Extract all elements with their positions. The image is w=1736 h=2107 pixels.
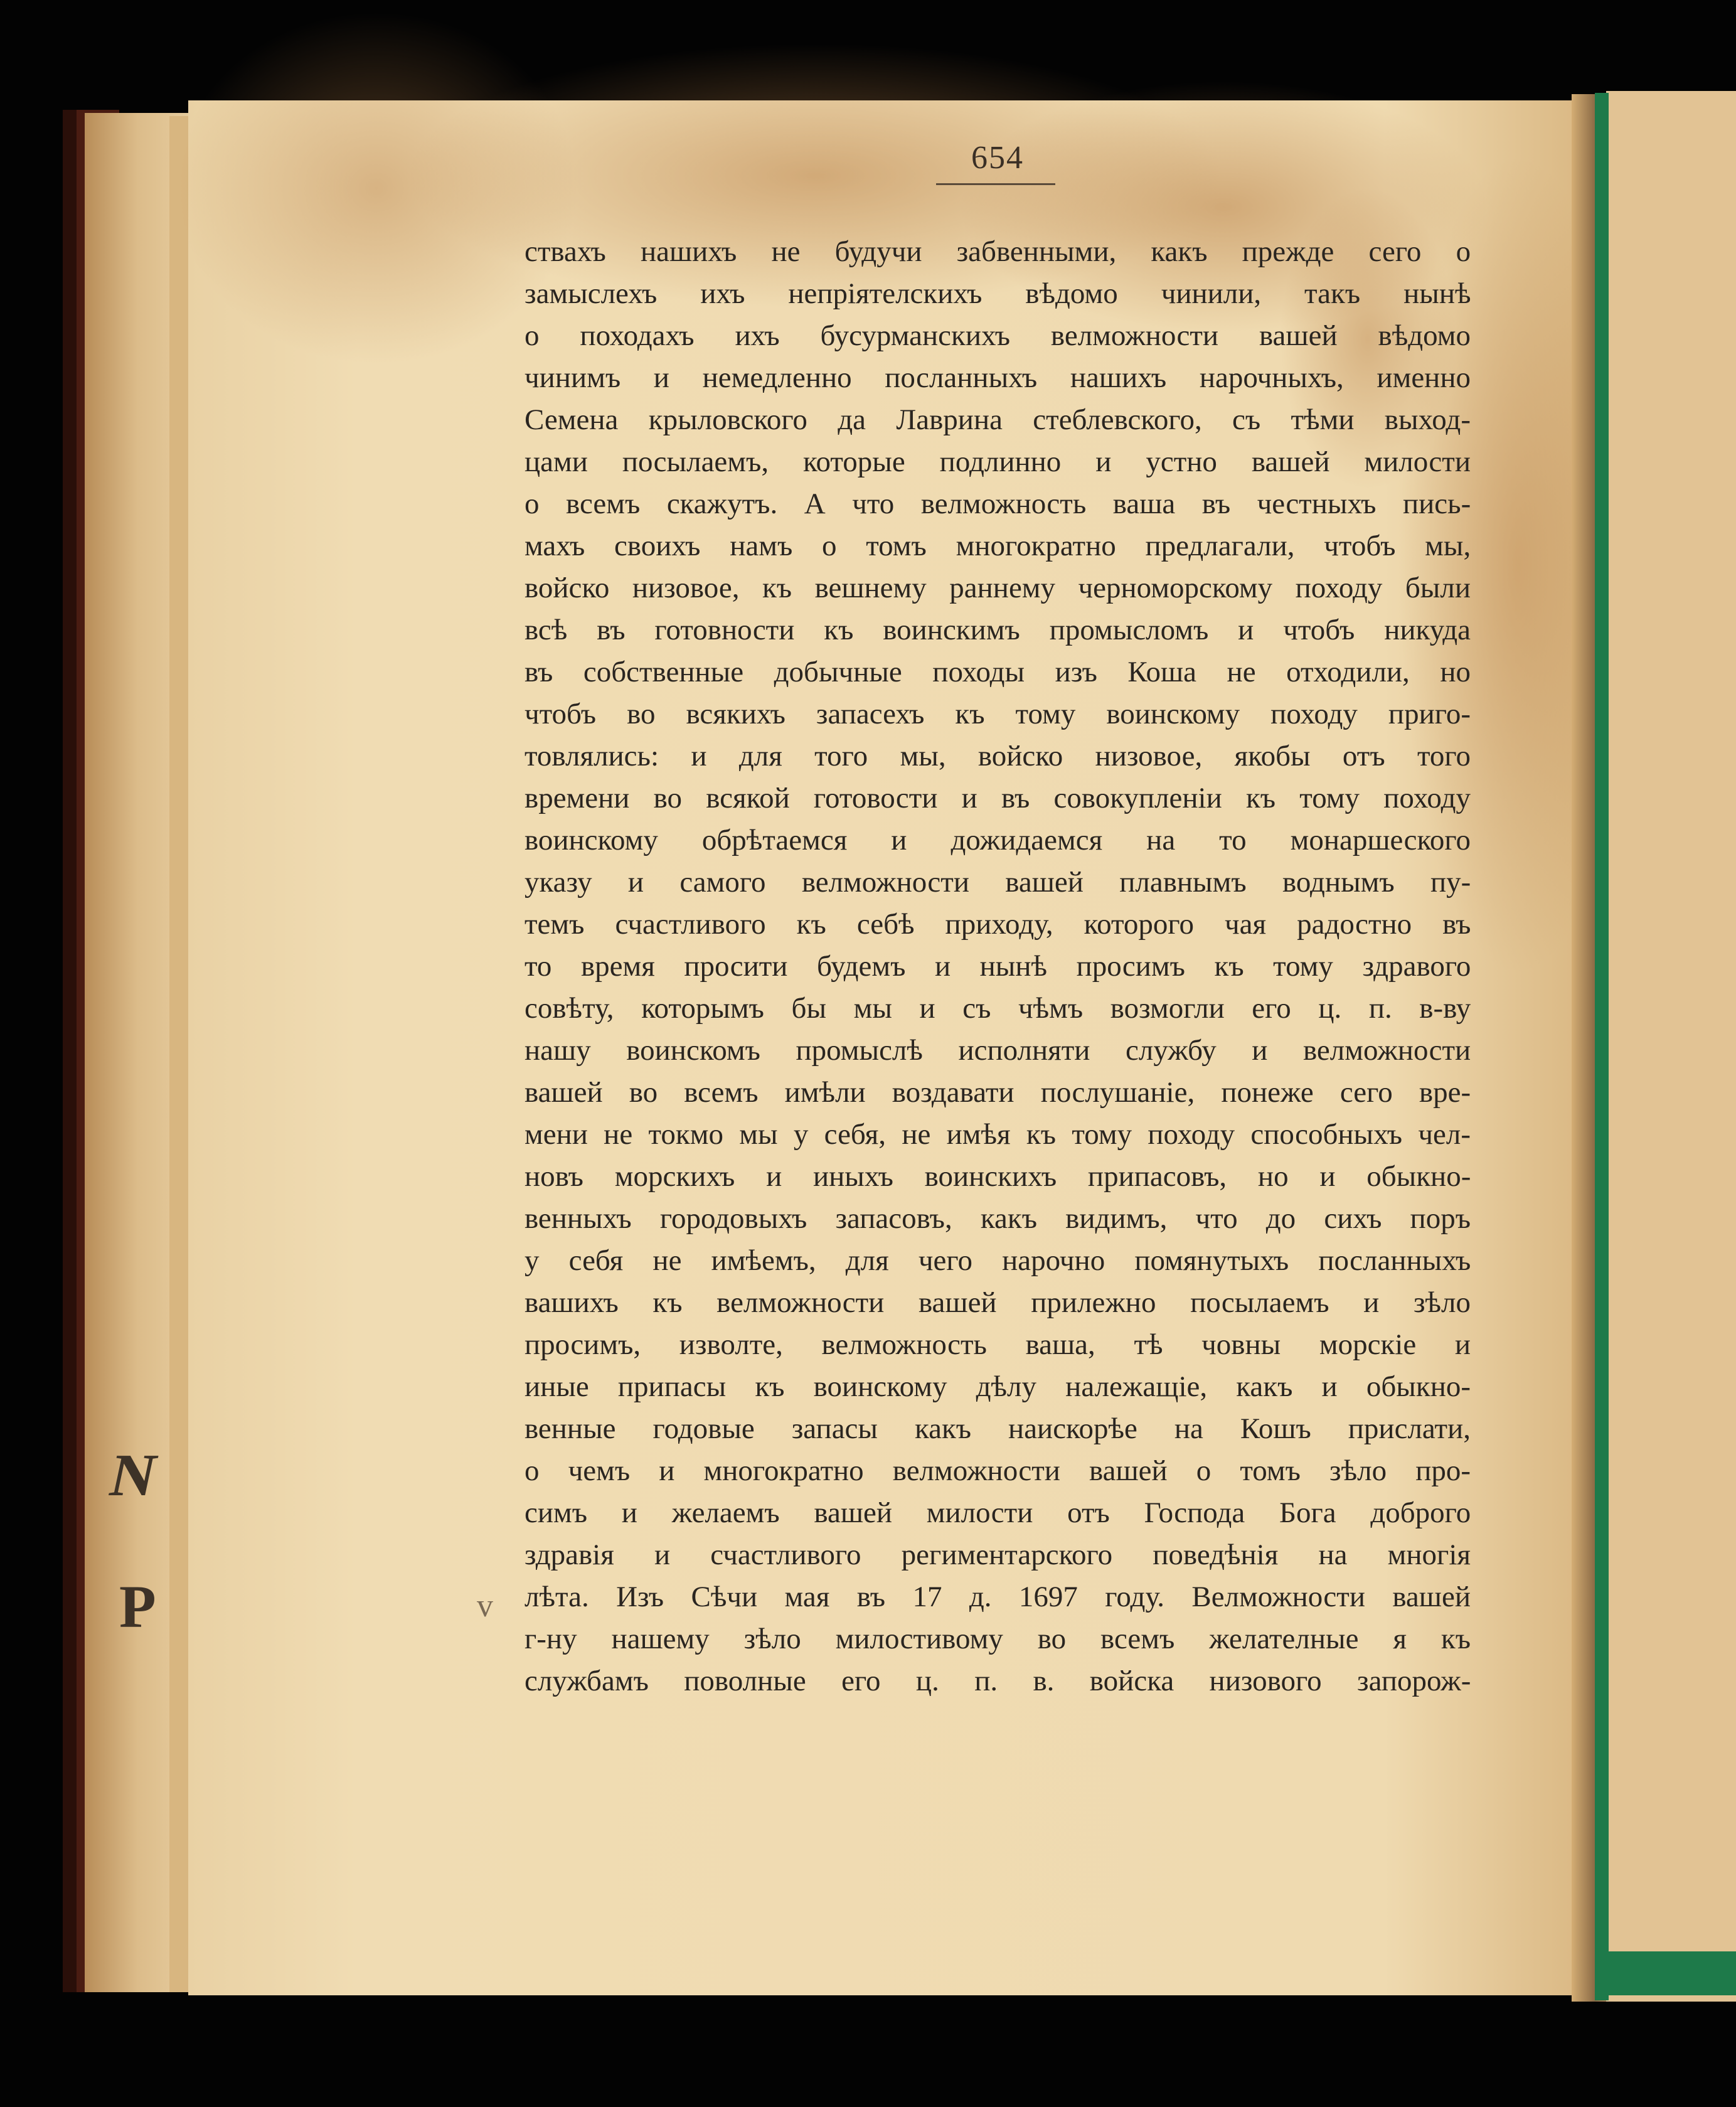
text-line: иные припасы къ воинскому дѣлу належащіе, какъ и обыкно- [525, 1370, 1471, 1403]
text-line: нашу воинскомъ промыслѣ исполняти службу и велможности [525, 1034, 1471, 1067]
text-line: симъ и желаемъ вашей милости отъ Господа Бога доброго [525, 1496, 1471, 1529]
text-line: то время просити будемъ и нынѣ просимъ къ тому здравого [525, 950, 1471, 983]
margin-mark-lower: Р [119, 1573, 156, 1640]
text-line: венныхъ городовыхъ запасовъ, какъ видимъ, что до сихъ поръ [525, 1202, 1471, 1235]
text-line: у себя не имѣемъ, для чего нарочно помянутыхъ посланныхъ [525, 1244, 1471, 1277]
text-line: указу и самого велможности вашей плавнымъ воднымъ пу- [525, 866, 1471, 899]
text-line: новъ морскихъ и иныхъ воинскихъ припасовъ, но и обыкно- [525, 1160, 1471, 1193]
text-line: товлялись: и для того мы, войско низовое, якобы отъ того [525, 740, 1471, 772]
page-number: 654 [971, 140, 1024, 176]
text-line: здравія и счастливого региментарского поведѣнія на многія [525, 1539, 1471, 1571]
text-line: войско низовое, къ вешнему раннему черноморскому походу были [525, 572, 1471, 604]
text-line: чтобъ во всякихъ запасехъ къ тому воинскому походу приго- [525, 698, 1471, 730]
text-line: чинимъ и немедленно посланныхъ нашихъ нарочныхъ, именно [525, 361, 1471, 394]
text-line: мени не токмо мы у себя, не имѣя къ тому походу способныхъ чел- [525, 1118, 1471, 1151]
text-line: времени во всякой готовости и въ совокупленіи къ тому походу [525, 782, 1471, 814]
text-line: всѣ въ готовности къ воинскимъ промысломъ и чтобъ никуда [525, 614, 1471, 646]
text-line: совѣту, которымъ бы мы и съ чѣмъ возмогли его ц. п. в-ву [525, 992, 1471, 1025]
text-line: лѣта. Изъ Сѣчи мая въ 17 д. 1697 году. Велможности вашей [525, 1581, 1471, 1613]
text-line: о чемъ и многократно велможности вашей о томъ зѣло про- [525, 1454, 1471, 1487]
text-line: цами посылаемъ, которые подлинно и устно вашей милости [525, 445, 1471, 478]
text-line: темъ счастливого къ себѣ приходу, которого чая радостно въ [525, 908, 1471, 941]
text-line: вашей во всемъ имѣли воздавати послушаніе, понеже сего вре- [525, 1076, 1471, 1109]
text-line: махъ своихъ намъ о томъ многократно предлагали, чтобъ мы, [525, 530, 1471, 562]
text-line: въ собственные добычные походы изъ Коша не отходили, но [525, 656, 1471, 688]
text-line: воинскому обрѣтаемся и дожидаемся на то монаршеского [525, 824, 1471, 856]
text-line: просимъ, изволте, велможность ваша, тѣ човны морскіе и [525, 1328, 1471, 1361]
text-line: о походахъ ихъ бусурманскихъ велможности вашей вѣдомо [525, 319, 1471, 352]
text-line: Семена крыловского да Лаврина стеблевского, съ тѣми выход- [525, 403, 1471, 436]
page-body-text [525, 231, 1471, 1702]
text-line: ствахъ нашихъ не будучи забвенными, какъ прежде сего о [525, 235, 1471, 268]
text-line: г-ну нашему зѣло милостивому во всемъ желателные я къ [525, 1623, 1471, 1655]
page-number-rule [936, 183, 1055, 185]
text-line: венные годовые запасы какъ наискорѣе на Кошъ прислати, [525, 1412, 1471, 1445]
margin-tick-mark: v [477, 1588, 493, 1624]
text-line: о всемъ скажутъ. А что велможность ваша въ честныхъ пись- [525, 488, 1471, 520]
margin-mark-upper: N [104, 1441, 162, 1508]
text-line: вашихъ къ велможности вашей прилежно посылаемъ и зѣло [525, 1286, 1471, 1319]
text-line: службамъ поволные его ц. п. в. войска низового запорож- [525, 1665, 1471, 1697]
text-line: замыслехъ ихъ непріятелскихъ вѣдомо чинили, такъ нынѣ [525, 277, 1471, 310]
